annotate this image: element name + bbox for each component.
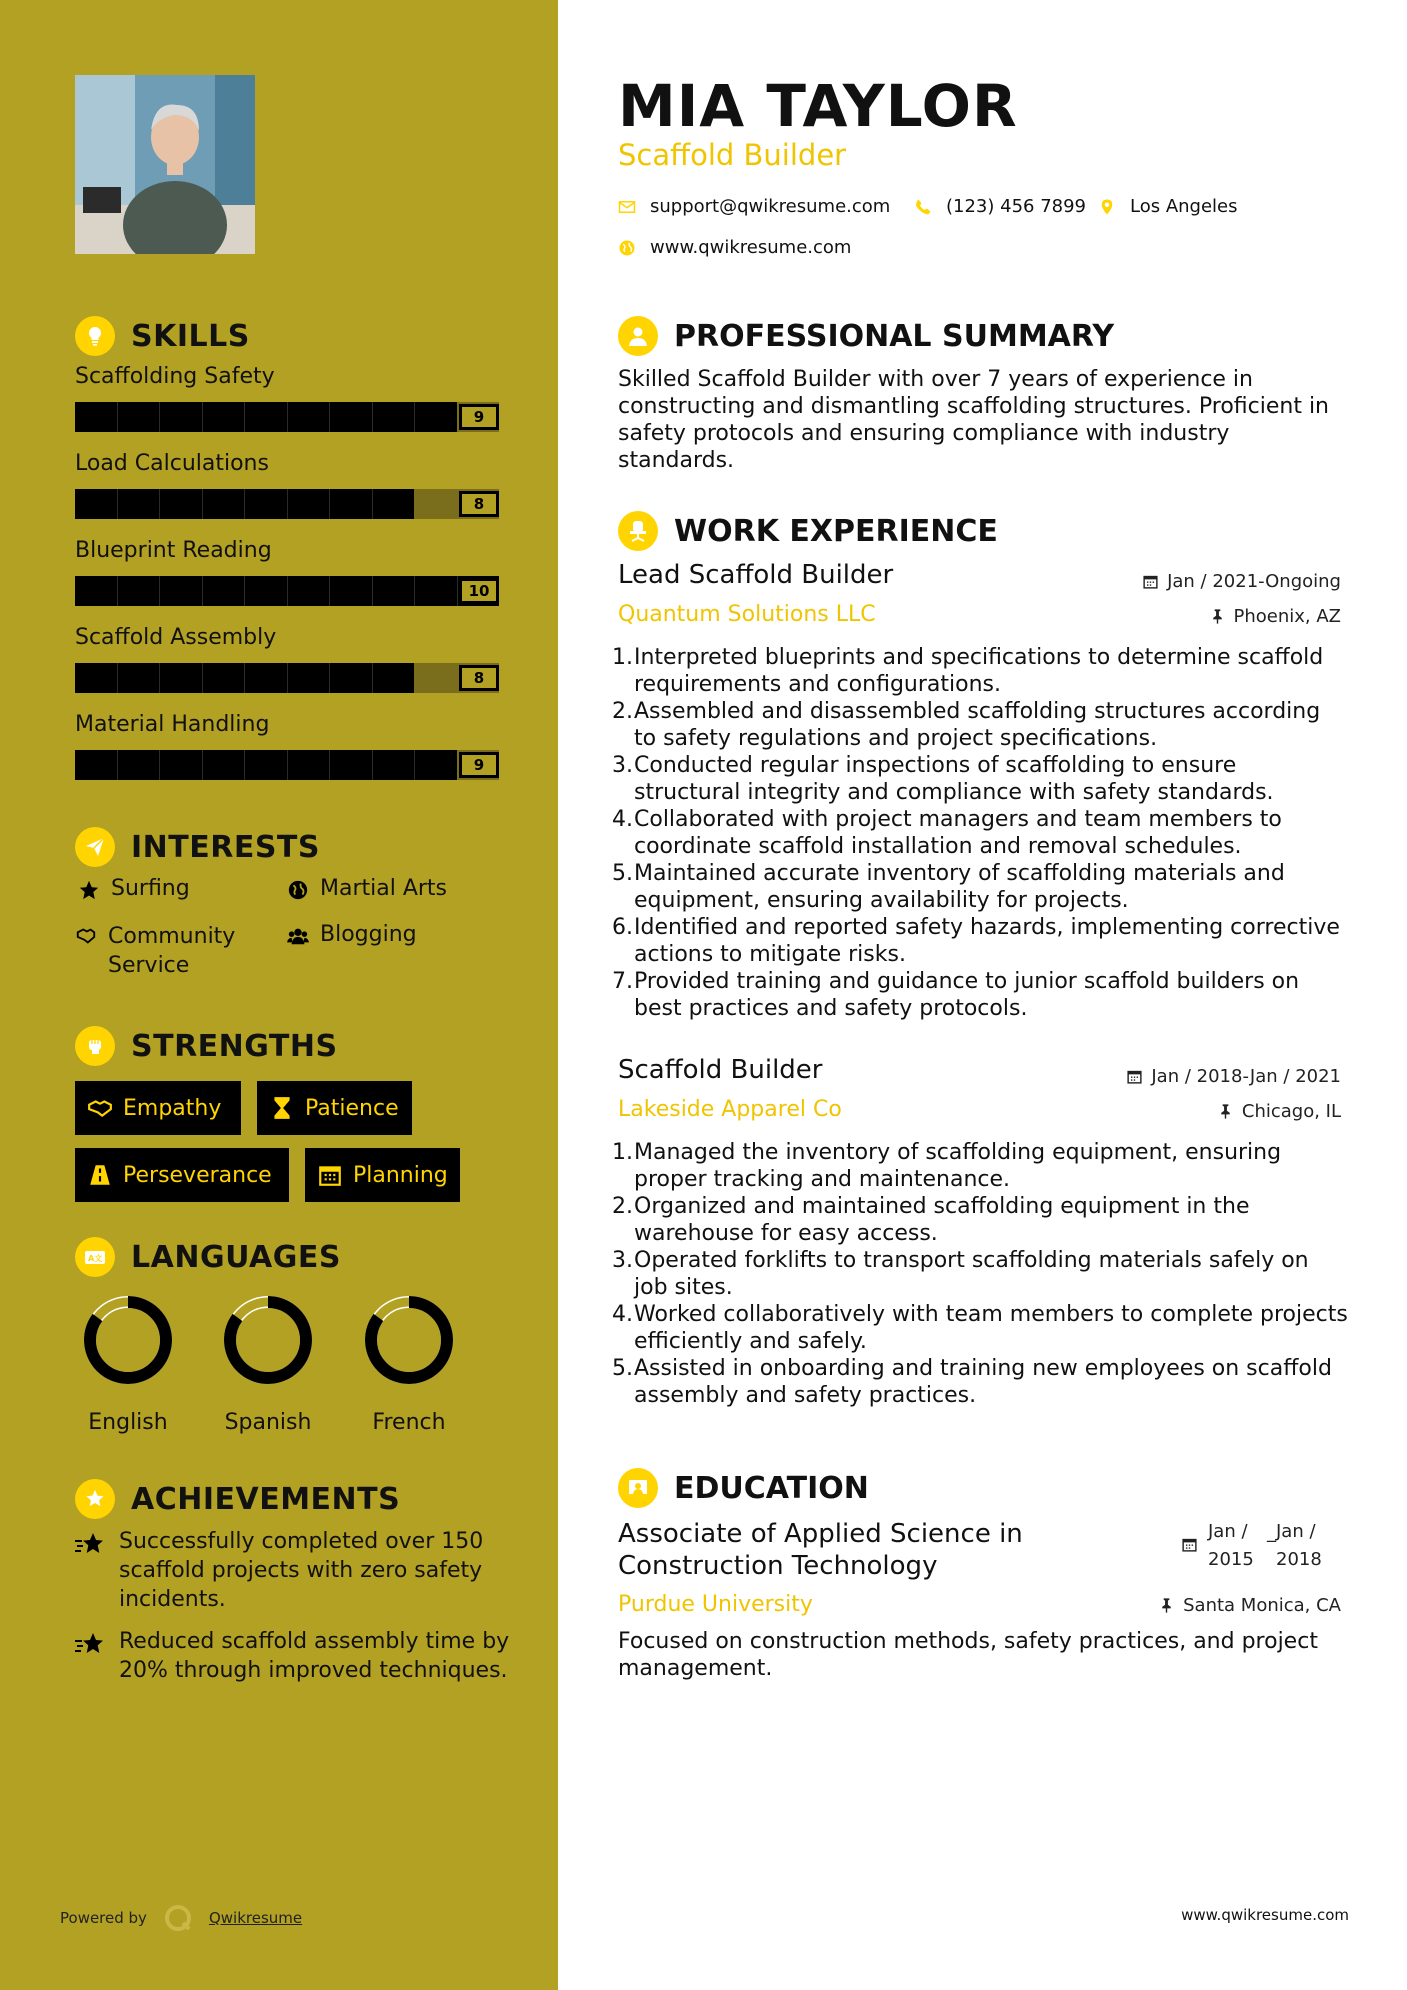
lightbulb-icon	[75, 316, 115, 356]
interests-title: INTERESTS	[131, 829, 320, 865]
interest-item-martial-arts: Martial Arts	[284, 876, 447, 904]
education-degree: Associate of Applied Science in Construction Technology	[618, 1519, 1023, 1581]
job-title: Scaffold Builder	[618, 138, 847, 172]
strengths-title: STRENGTHS	[131, 1028, 338, 1064]
education-school: Purdue University	[618, 1592, 813, 1617]
star-badge-icon	[75, 1479, 115, 1519]
qwikresume-link[interactable]: Qwikresume	[208, 1909, 303, 1927]
interest-item-blogging: Blogging	[284, 922, 417, 950]
responsibility-text: Operated forklifts to transport scaffolding materials safely on job sites.	[634, 1248, 1309, 1300]
candidate-name: MIA TAYLOR	[618, 72, 1018, 140]
skill-level-bar	[75, 576, 499, 606]
summary-title: PROFESSIONAL SUMMARY	[674, 318, 1115, 354]
user-icon	[618, 316, 658, 356]
responsibility-text: Interpreted blueprints and specifications to determine scaffold requirements and configurations.	[634, 645, 1324, 697]
education-end-date: Jan / 2018	[1276, 1521, 1322, 1570]
skill-score: 9	[459, 404, 499, 430]
responsibility-text: Assembled and disassembled scaffolding structures according to safety regulations and project specifications.	[634, 699, 1321, 751]
handshake-icon	[72, 922, 100, 950]
skill-level-bar	[75, 489, 499, 519]
responsibility-text: Collaborated with project managers and team members to coordinate scaffold installation and removal schedules.	[634, 807, 1282, 859]
skill-item	[75, 451, 499, 513]
list-number: 5.	[612, 861, 633, 886]
road-icon	[87, 1162, 113, 1188]
experience-heading	[618, 511, 998, 551]
contact-website[interactable]: www.qwikresume.com	[618, 237, 851, 258]
responsibility-text: Maintained accurate inventory of scaffolding materials and equipment, ensuring availability for projects.	[634, 861, 1285, 913]
skill-name: Blueprint Reading	[75, 538, 272, 563]
education-title: EDUCATION	[674, 1470, 869, 1506]
responsibility-text: Provided training and guidance to junior scaffold builders on best practices and safety protocols.	[634, 969, 1300, 1021]
job-role: Lead Scaffold Builder	[618, 560, 894, 590]
skills-heading	[75, 316, 250, 356]
responsibility-item	[612, 914, 1348, 968]
responsibility-item	[612, 644, 1348, 698]
job-dates: Jan / 2018-Jan / 2021	[1126, 1066, 1341, 1087]
responsibility-item	[612, 1139, 1348, 1193]
responsibility-text: Organized and maintained scaffolding equipment in the warehouse for easy access.	[634, 1194, 1250, 1246]
achievements-heading	[75, 1479, 400, 1519]
skill-name: Load Calculations	[75, 451, 269, 476]
envelope-icon	[618, 198, 636, 216]
summary-text: Skilled Scaffold Builder with over 7 years of experience in constructing and dismantling scaffolding structures. Proficient in safety protocols and ensuring compliance with industry standards.	[618, 367, 1329, 473]
skill-score: 10	[459, 578, 499, 604]
phone-icon	[914, 198, 932, 216]
skill-item	[75, 625, 499, 687]
skill-name: Scaffold Assembly	[75, 625, 277, 650]
education-start-date: Jan / 2015	[1208, 1521, 1254, 1570]
list-number: 2.	[612, 699, 633, 724]
handshake-icon	[87, 1095, 113, 1121]
calendar-icon	[317, 1162, 343, 1188]
contact-phone[interactable]: (123) 456 7899	[914, 196, 1086, 217]
skill-score: 9	[459, 752, 499, 778]
contact-email[interactable]: support@qwikresume.com	[618, 196, 890, 217]
star-ribbon-icon	[75, 1627, 113, 1685]
responsibility-item	[612, 1301, 1348, 1355]
job-location: Phoenix, AZ	[1209, 606, 1342, 627]
skills-title: SKILLS	[131, 318, 250, 354]
contact-location: Los Angeles	[1098, 196, 1238, 217]
languages-title: LANGUAGES	[131, 1239, 341, 1275]
skill-level-fill	[75, 489, 414, 519]
responsibility-text: Managed the inventory of scaffolding equipment, ensuring proper tracking and maintenance.	[634, 1140, 1282, 1192]
skill-item	[75, 364, 499, 426]
job-company: Lakeside Apparel Co	[618, 1097, 842, 1122]
pushpin-icon	[1217, 1103, 1234, 1120]
experience-title: WORK EXPERIENCE	[674, 513, 998, 549]
list-number: 1.	[612, 645, 633, 670]
responsibility-item	[612, 968, 1348, 1022]
list-number: 2.	[612, 1194, 633, 1219]
strengths-heading	[75, 1026, 338, 1066]
strength-badge-patience: Patience	[257, 1081, 412, 1135]
responsibility-item	[612, 698, 1348, 752]
responsibility-item	[612, 806, 1348, 860]
translate-icon	[75, 1237, 115, 1277]
job-responsibilities	[612, 644, 1348, 1022]
education-date-separator: _	[1267, 1522, 1276, 1543]
interest-item-surfing: Surfing	[75, 876, 190, 904]
star-ribbon-icon	[75, 1527, 113, 1614]
calendar-icon	[1126, 1068, 1143, 1085]
interests-heading	[75, 827, 320, 867]
skill-name: Scaffolding Safety	[75, 364, 275, 389]
job-responsibilities	[612, 1139, 1348, 1409]
language-item	[218, 1292, 318, 1435]
job-role: Scaffold Builder	[618, 1055, 823, 1085]
achievement-item: Reduced scaffold assembly time by 20% through improved techniques.	[75, 1627, 515, 1685]
paper-plane-icon	[75, 827, 115, 867]
powered-by: Powered by Qwikresume	[60, 1903, 302, 1933]
skill-level-fill	[75, 576, 499, 606]
language-proficiency-ring	[220, 1292, 316, 1388]
responsibility-item	[612, 1193, 1348, 1247]
skill-level-fill	[75, 750, 457, 780]
language-name: French	[372, 1410, 446, 1435]
responsibility-text: Identified and reported safety hazards, implementing corrective actions to mitigate risks.	[634, 915, 1340, 967]
skill-item	[75, 712, 499, 774]
languages-heading	[75, 1237, 341, 1277]
office-chair-icon	[618, 511, 658, 551]
responsibility-item	[612, 1355, 1348, 1409]
calendar-icon	[1142, 573, 1159, 590]
language-name: Spanish	[224, 1410, 312, 1435]
education-description: Focused on construction methods, safety practices, and project management.	[618, 1629, 1318, 1681]
skill-score: 8	[459, 491, 499, 517]
skill-score: 8	[459, 665, 499, 691]
list-number: 3.	[612, 1248, 633, 1273]
globe-icon	[284, 876, 312, 904]
responsibility-item	[612, 860, 1348, 914]
pushpin-icon	[1209, 608, 1226, 625]
achievements-title: ACHIEVEMENTS	[131, 1481, 401, 1517]
interest-item-community-service: Community Service	[72, 922, 262, 980]
strength-badge-perseverance: Perseverance	[75, 1148, 289, 1202]
skill-level-fill	[75, 402, 457, 432]
job-location: Chicago, IL	[1217, 1101, 1341, 1122]
fist-icon	[75, 1026, 115, 1066]
strength-badge-planning: Planning	[305, 1148, 460, 1202]
responsibility-text: Assisted in onboarding and training new employees on scaffold assembly and safety practices.	[634, 1356, 1332, 1408]
responsibility-text: Conducted regular inspections of scaffolding to ensure structural integrity and compliance with safety standards.	[634, 753, 1274, 805]
list-number: 4.	[612, 807, 633, 832]
users-icon	[284, 922, 312, 950]
language-item	[359, 1292, 459, 1435]
profile-photo	[75, 75, 255, 254]
main-content	[558, 0, 1407, 1990]
list-number: 1.	[612, 1140, 633, 1165]
responsibility-item	[612, 1247, 1348, 1301]
strength-badge-empathy: Empathy	[75, 1081, 241, 1135]
responsibility-item	[612, 752, 1348, 806]
graduate-icon	[618, 1468, 658, 1508]
skill-level-bar	[75, 402, 499, 432]
list-number: 7.	[612, 969, 633, 994]
language-item	[78, 1292, 178, 1435]
map-pin-icon	[1098, 198, 1116, 216]
skill-level-fill	[75, 663, 414, 693]
skill-level-bar	[75, 663, 499, 693]
job-company: Quantum Solutions LLC	[618, 602, 876, 627]
pushpin-icon	[1158, 1597, 1175, 1614]
sidebar	[0, 0, 558, 1990]
list-number: 3.	[612, 753, 633, 778]
language-name: English	[88, 1410, 168, 1435]
hourglass-icon	[269, 1095, 295, 1121]
list-number: 6.	[612, 915, 633, 940]
skill-item	[75, 538, 499, 600]
qwikresume-logo-icon	[163, 1903, 193, 1933]
calendar-icon	[1181, 1536, 1198, 1557]
summary-heading	[618, 316, 1114, 356]
globe-icon	[618, 239, 636, 257]
list-number: 4.	[612, 1302, 633, 1327]
skill-level-bar	[75, 750, 499, 780]
footer-url[interactable]: www.qwikresume.com	[1181, 1906, 1349, 1924]
star-icon	[75, 876, 103, 904]
education-location: Santa Monica, CA	[1158, 1595, 1341, 1616]
achievement-item: Successfully completed over 150 scaffold projects with zero safety incidents.	[75, 1527, 515, 1614]
responsibility-text: Worked collaboratively with team members to complete projects efficiently and safely.	[634, 1302, 1348, 1354]
skill-name: Material Handling	[75, 712, 270, 737]
svg-text:A文: A文	[88, 1254, 103, 1263]
education-heading	[618, 1468, 869, 1508]
list-number: 5.	[612, 1356, 633, 1381]
job-dates: Jan / 2021-Ongoing	[1142, 571, 1341, 592]
language-proficiency-ring	[80, 1292, 176, 1388]
language-proficiency-ring	[361, 1292, 457, 1388]
